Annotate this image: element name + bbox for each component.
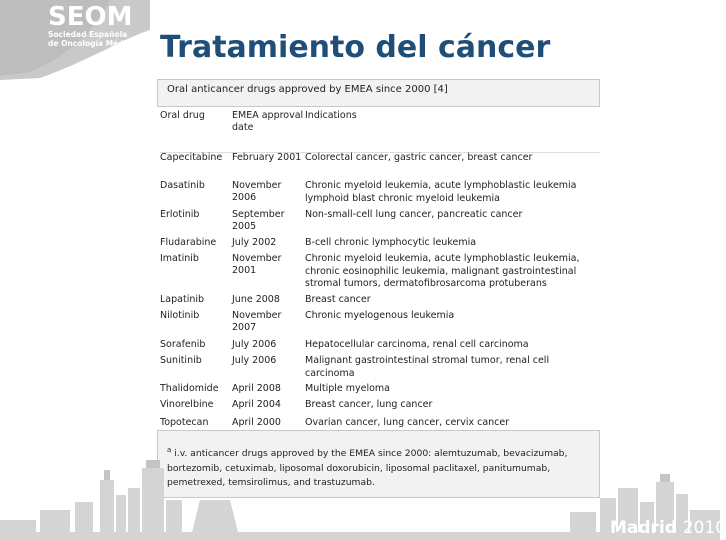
cell-indications: Chronic myeloid leukemia, acute lymphoblastic leukemia, chronic eosinophilic leukemia, malignant gastrointestinal stromal tumors, dermatofibrosarcoma protuberans (305, 253, 580, 289)
cell-drug: Topotecan (160, 417, 209, 428)
cell-drug: Thalidomide (160, 383, 219, 394)
cell-date: April 2004 (232, 399, 281, 410)
cell-indications: B-cell chronic lymphocytic leukemia (305, 237, 477, 248)
cell-indications: Breast cancer, lung cancer (305, 399, 433, 410)
logo-word: SEOM (48, 2, 133, 32)
cell-drug: Nilotinib (160, 310, 200, 321)
header-date: EMEA approval date (232, 110, 304, 133)
table-caption-box (157, 79, 600, 107)
cell-drug: Fludarabine (160, 237, 217, 248)
cell-date: July 2006 (232, 339, 277, 350)
seom-logo (48, 4, 136, 48)
cell-indications: Colorectal cancer, gastric cancer, breast cancer (305, 152, 533, 163)
cell-indications: Non-small-cell lung cancer, pancreatic cancer (305, 209, 523, 220)
madrid-2010-brand (610, 518, 726, 538)
cell-date: September 2005 (232, 209, 285, 232)
table-caption: Oral anticancer drugs approved by EMEA since 2000 [4] (167, 84, 448, 95)
cell-indications: Chronic myeloid leukemia, acute lymphoblastic leukemia lymphoid blast chronic myeloid leukemia (305, 180, 577, 204)
header-indications: Indications (305, 110, 357, 121)
cell-date: November 2006 (232, 180, 282, 203)
cell-drug: Vinorelbine (160, 399, 214, 410)
footnote-text: i.v. anticancer drugs approved by the EMEA since 2000: alemtuzumab, bevacizumab, bortezomib, cetuximab, liposomal doxorubicin, liposomal paclitaxel, panitumumab, pemetrexed, temsirolimus, and trastuzumab. (167, 448, 568, 489)
cell-indications: Chronic myelogenous leukemia (305, 310, 455, 321)
cell-date: November 2001 (232, 253, 282, 276)
logo-subtitle-line2: de Oncología Médica (48, 39, 136, 48)
cell-drug: Lapatinib (160, 294, 205, 305)
cell-date: July 2002 (232, 237, 277, 248)
slide-title: Tratamiento del cáncer (160, 30, 551, 65)
logo-subtitle-line1: Sociedad Española (48, 30, 128, 39)
cell-drug: Sunitinib (160, 355, 202, 366)
cell-date: April 2008 (232, 383, 281, 394)
footnote-marker: a (167, 446, 172, 454)
cell-indications: Malignant gastrointestinal stromal tumor, renal cell carcinoma (305, 355, 550, 379)
cell-indications: Hepatocellular carcinoma, renal cell carcinoma (305, 339, 529, 350)
cell-indications: Multiple myeloma (305, 383, 391, 394)
header-drug: Oral drug (160, 110, 205, 121)
cell-indications: Ovarian cancer, lung cancer, cervix cancer (305, 417, 510, 428)
brand-year: 2010 (682, 518, 726, 538)
cell-drug: Dasatinib (160, 180, 205, 191)
cell-indications: Breast cancer (305, 294, 371, 305)
cell-date: July 2006 (232, 355, 277, 366)
cell-date: June 2008 (232, 294, 280, 305)
brand-name: Madrid (610, 518, 677, 538)
cell-drug: Capecitabine (160, 152, 223, 163)
cell-drug: Imatinib (160, 253, 199, 264)
cell-drug: Erlotinib (160, 209, 200, 220)
cell-date: November 2007 (232, 310, 282, 333)
cell-date: April 2000 (232, 417, 281, 428)
cell-drug: Sorafenib (160, 339, 206, 350)
cell-date: February 2001 (232, 152, 302, 163)
